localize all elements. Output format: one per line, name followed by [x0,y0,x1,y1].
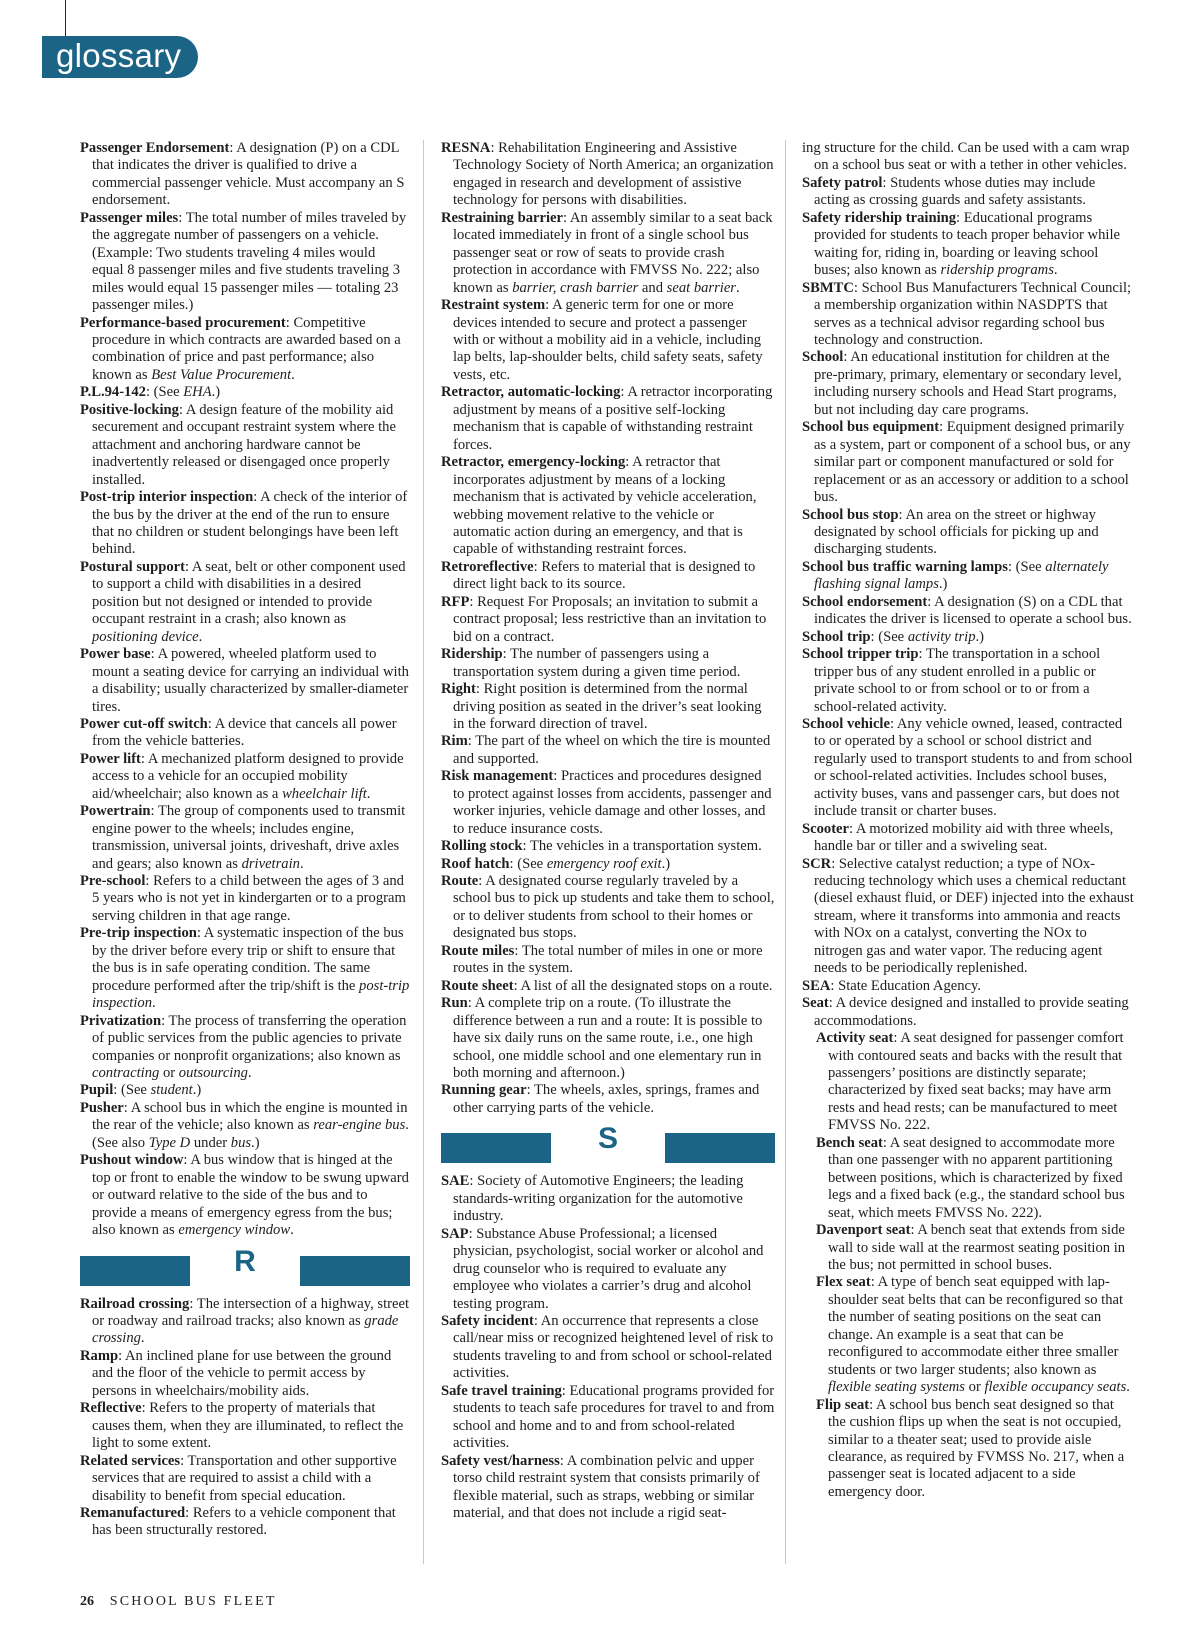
entry-term: Bench seat [816,1134,883,1151]
entry-definition: Refers to material that is designed to direct light back to its source. [453,558,756,593]
glossary-entry: Power cut-off switch: A device that cancels all power from the vehicle batteries. [80,715,397,750]
entry-definition: A bus window that is hinged at the top or front to enable the window to be swung upward or outward relative to the side of the bus and to provide a means of emergency egress from the bus; also known as emergency window. [92,1152,409,1239]
section-letter: S [597,1122,618,1156]
entry-term: Railroad crossing [80,1295,190,1312]
entry-term: Safety patrol [802,174,883,191]
entry-term: Route miles [441,942,515,959]
glossary-entry: Privatization: The process of transferring the operation of public services from the public agencies to private companies or nonprofit organizations; also known as contracting or outsourcing. [80,1012,407,1082]
glossary-entry: School vehicle: Any vehicle owned, leased, contracted to or operated by a school or school district and regularly used to transport students to and from school or school-related activities. Includes school buses, activity buses, vans and passenger cars, but does not include transit or charter buses. [802,715,1133,820]
entry-definition: State Education Agency. [838,977,982,994]
entry-term: Risk management [441,768,554,785]
glossary-entry: Run: A complete trip on a route. (To illustrate the difference between a run and a route: It is possible to have six daily runs on the same route, i.e., one high school, one middle school and one elementary run in both morning and afternoon.) [441,995,763,1082]
glossary-entry: Performance-based procurement: Competitive procedure in which contracts are awarded based on a combination of price and past performance; also known as Best Value Procurement. [80,314,401,383]
entry-definition: The group of components used to transmit engine power to the wheels; includes engine, transmission, universal joints, driveshaft, drive axles and gears; also known as drivetrain. [92,803,406,872]
glossary-section-tab [42,36,198,78]
glossary-entry: Davenport seat: A bench seat that extends from side wall to side wall at the rearmost seating position in the bus; not permitted in school buses. [816,1222,1126,1273]
entry-term: Route sheet [441,977,514,994]
section-letter-bar [80,1244,410,1286]
glossary-entry: Ridership: The number of passengers using a transportation system during a given time period. [441,646,741,680]
entry-definition: The intersection of a highway, street or roadway and railroad tracks; also known as grade crossing. [92,1295,410,1347]
glossary-entry: Bench seat: A seat designed to accommodate more than one passenger with no apparent partitioning between positions, which is characterized by fixed legs and a fixed back (e.g., the standard school bus seat, which meets FMVSS No. 222). [816,1134,1125,1221]
section-letter-bar [441,1122,775,1163]
glossary-entry: RESNA: Rehabilitation Engineering and Assistive Technology Society of North America; an organization engaged in research and development of assistive technology for persons with disabilities. [441,140,774,209]
entry-definition: An educational institution for children at the pre-primary, primary, elementary or secondary level, including nursery schools and Head Start programs, but not including day care programs. [814,349,1122,418]
entry-definition: A bench seat that extends from side wall to side wall at the rearmost seating position in the bus; not permitted in school buses. [828,1222,1126,1273]
entry-definition: A seat designed to accommodate more than one passenger with no apparent partitioning between positions, which is characterized by fixed legs and a fixed back (e.g., the standard school bus seat, which meets FMVSS No. 222). [828,1134,1125,1221]
glossary-entry: Pushout window: A bus window that is hinged at the top or front to enable the window to be swung upward or outward relative to the side of the bus and to provide a means of emergency egress from the bus; also known as emergency window. [80,1152,409,1239]
entry-definition: The vehicles in a transportation system. [529,838,762,855]
glossary-entry: Activity seat: A seat designed for passenger comfort with contoured seats and backs with the result that passengers’ positions are distinctly separate; characterized by fixed seat backs; may have arm rests and head rests; can be manufactured to meet FMVSS No. 222. [816,1030,1124,1134]
entry-term: Rolling stock [441,838,523,855]
entry-term: Run [441,995,468,1012]
entry-term: Privatization [80,1012,162,1029]
entry-term: Retroreflective [441,558,534,575]
entry-definition: A systematic inspection of the bus by the driver before every trip or shift to ensure that the bus is in safe operating condition. The same procedure performed after the trip/shift is the post-trip inspection. [92,925,410,1012]
entry-definition: A designated course regularly traveled by a school bus to pick up students and take them to school, or to deliver students from school to their homes or designated bus stops. [453,873,775,942]
entry-definition: A design feature of the mobility aid securement and occupant restraint system where the attachment and anchoring hardware cannot be inadvertently released or disengaged once properly installed. [92,401,396,488]
glossary-entry: RFP: Request For Proposals; an invitation to submit a contract proposal; less restrictive than an invitation to bid on a contract. [441,593,767,645]
glossary-entry: Route sheet: A list of all the designated stops on a route. [441,977,773,994]
glossary-entry: Postural support: A seat, belt or other component used to support a child with disabilities in a desired position but not designed or intended to provide occupant restraint in a crash; also known as positioning device. [80,558,406,645]
entry-term: Pushout window [80,1152,184,1169]
entry-definition: (See alternately flashing signal lamps.) [814,558,1109,593]
section-letter: R [234,1244,256,1278]
glossary-entry: Seat: A device designed and installed to provide seating accommodations. [802,995,1129,1029]
entry-term: SAP [441,1225,469,1242]
page-footer [80,1594,277,1610]
entry-term: Flex seat [816,1274,871,1291]
entry-definition: ing structure for the child. Can be used with a cam wrap on a school bus seat or with a tether in other vehicles. [802,140,1130,174]
entry-term: Pusher [80,1099,124,1116]
entry-definition: (See student.) [120,1082,202,1099]
entry-term: School [802,349,844,366]
entry-definition: A retractor incorporating adjustment by means of a positive self-locking mechanism that is capable of withstanding restraint forces. [453,384,773,453]
entry-term: Powertrain [80,803,151,820]
glossary-entry: Roof hatch: (See emergency roof exit.) [441,855,671,872]
glossary-entry: SEA: State Education Agency. [802,977,982,994]
glossary-entry: SAP: Substance Abuse Professional; a licensed physician, psychologist, social worker or alcohol and drug counselor who is required to evaluate any employee who violates a carrier’s drug and alcohol testing program. [441,1225,764,1312]
entry-term: Remanufactured [80,1504,186,1521]
entry-term: Positive-locking [80,401,179,418]
glossary-entry: Retractor, emergency-locking: A retractor that incorporates adjustment by means of a locking mechanism that is activated by vehicle acceleration, webbing movement relative to the vehicle or automatic action during an emergency, and that is capable of withstanding restraint forces. [441,454,757,558]
entry-definition: A generic term for one or more devices intended to secure and protect a passenger with or without a mobility aid in a vehicle, including lap belts, lap-shoulder belts, child safety seats, safety vests, etc. [453,297,763,383]
entry-term: Rim [441,733,468,750]
glossary-entry: Right: Right position is determined from the normal driving position as seated in the driver’s seat looking in the forward direction of travel. [441,681,762,732]
entry-term: SCR [802,855,832,872]
glossary-entry: Ramp: An inclined plane for use between the ground and the floor of the vehicle to permit access by persons in wheelchairs/mobility aids. [80,1347,392,1399]
entry-definition: Equipment designed primarily as a system, part or component of a school bus, or any similar part or component manufactured or sold for replacement or as an accessory or addition to a school bus. [814,419,1131,506]
entry-definition: An occurrence that represents a close call/near miss or recognized heightened level of risk to students traveling to and from school or school-related activities. [453,1313,774,1382]
entry-definition: Any vehicle owned, leased, contracted to or operated by a school or school district and regularly used to transport students to and from school or school-related activities. Includes school buses, activity buses, vans and passenger cars, but does not include transit or charter buses. [814,715,1133,820]
entry-term: Route [441,873,479,890]
entry-definition: Refers to a vehicle component that has been structurally restored. [92,1504,396,1539]
glossary-entry: Running gear: The wheels, axles, springs, frames and other carrying parts of the vehicle. [441,1082,760,1116]
entry-definition: Society of Automotive Engineers; the leading standards-writing organization for the automotive industry. [453,1173,744,1225]
entry-definition: A powered, wheeled platform used to mount a seating device for carrying an individual with a disability; usually characterized by smaller-diameter tires. [92,646,409,715]
glossary-entry: Safety vest/harness: A combination pelvic and upper torso child restraint system that consists primarily of flexible material, such as straps, webbing or similar material, and that does not include a rigid seat- [441,1452,760,1521]
entry-definition: An assembly similar to a seat back located immediately in front of a single school bus passenger seat or row of seats to provide crash protection in accordance with FMVSS No. 222; also known as barrier, crash barrier and seat barrier. [453,209,773,296]
entry-definition: Educational programs provided for students to teach safe procedures for travel to and from school and home and to and from school-related activities. [453,1382,775,1452]
entry-term: Pupil [80,1082,114,1099]
entry-term: Power cut-off switch [80,715,208,732]
glossary-entry: Power lift: A mechanized platform designed to provide access to a vehicle for an occupied mobility aid/wheelchair; also known as a wheelchair lift. [80,750,404,802]
entry-definition: A check of the interior of the bus by the driver at the end of the run to ensure that no children or student belongings have been left behind. [92,489,408,558]
entry-term: Passenger miles [80,209,179,226]
glossary-entry: School bus equipment: Equipment designed primarily as a system, part or component of a school bus, or any similar part or component manufactured or sold for replacement or as an accessory or addition to a school bus. [802,419,1131,506]
entry-definition: Substance Abuse Professional; a licensed physician, psychologist, social worker or alcohol and drug counselor who is required to evaluate any employee who violates a carrier’s drug and alcohol testing program. [453,1225,764,1312]
glossary-entry: School trip: (See activity trip.) [802,628,985,645]
entry-definition: Students whose duties may include acting as crossing guards and safety assistants. [814,174,1096,209]
entry-definition: (See emergency roof exit.) [517,855,671,872]
entry-term: Seat [802,995,829,1012]
glossary-entry: Safety patrol: Students whose duties may include acting as crossing guards and safety assistants. [802,174,1096,209]
entry-term: School bus stop [802,506,899,523]
column-divider [423,140,424,1564]
glossary-entry: Pusher: A school bus in which the engine is mounted in the rear of the vehicle; also known as rear-engine bus. (See also Type D under bus.) [80,1099,409,1151]
entry-term: School bus equipment [802,419,940,436]
glossary-entry: P.L.94-142: (See EHA.) [80,384,221,401]
entry-term: Related services [80,1452,181,1469]
glossary-entry: Pre-trip inspection: A systematic inspection of the bus by the driver before every trip or shift to ensure that the bus is in safe operating condition. The same procedure performed after the trip/shift is the post-trip inspection. [80,925,410,1012]
glossary-entry: Scooter: A motorized mobility aid with three wheels, handle bar or tiller and a swiveling seat. [802,820,1114,855]
entry-definition: A mechanized platform designed to provide access to a vehicle for an occupied mobility aid/wheelchair; also known as a wheelchair lift. [92,750,404,802]
entry-term: Restraint system [441,297,546,314]
glossary-entry: Powertrain: The group of components used to transmit engine power to the wheels; includes engine, transmission, universal joints, driveshaft, drive axles and gears; also known as drivetrain. [80,803,406,872]
entry-definition: An inclined plane for use between the ground and the floor of the vehicle to permit access by persons in wheelchairs/mobility aids. [92,1347,392,1399]
entry-definition: The part of the wheel on which the tire is mounted and supported. [453,733,771,767]
magazine-name: SCHOOL BUS FLEET [109,1594,277,1609]
entry-term: Davenport seat [816,1222,911,1239]
glossary-entry: Passenger miles: The total number of miles traveled by the aggregate number of passengers on a vehicle. (Example: Two students traveling 4 miles would equal 8 passenger miles and five students traveling 3 miles would equal 15 passenger miles — totaling 23 passenger miles.) [80,209,407,314]
entry-term: Pre-trip inspection [80,925,197,942]
entry-term: Flip seat [816,1396,870,1413]
entry-term: School endorsement [802,593,928,610]
glossary-entry: SCR: Selective catalyst reduction; a type of NOx-reducing technology which uses a chemical reductant (diesel exhaust fluid, or DEF) injected into the exhaust stream, where it transforms into ammonia and reacts with NOx on a catalyst, converting the NOx to nitrogen gas and water vapor. The reducing agent needs to be periodically replenished. [802,855,1134,977]
glossary-entry: Passenger Endorsement: A designation (P) on a CDL that indicates the driver is qualified to drive a commercial passenger vehicle. Must accompany an S endorsement. [80,140,405,209]
glossary-entry: Retroreflective: Refers to material that is designed to direct light back to its source. [441,558,756,593]
glossary-entry: SBMTC: School Bus Manufacturers Technical Council; a membership organization within NASDPTS that serves as a technical advisor regarding school bus technology and construction. [802,279,1132,348]
entry-definition: A school bus in which the engine is mounted in the rear of the vehicle; also known as rear-engine bus. (See also Type D under bus.) [92,1099,409,1151]
entry-term: SAE [441,1173,470,1190]
entry-definition: A device that cancels all power from the vehicle batteries. [92,715,397,750]
glossary-entry: School tripper trip: The transportation in a school tripper bus of any student enrolled in a public or private school to or from school or to or from a school-related activity. [802,646,1101,715]
glossary-entry: Safety ridership training: Educational programs provided for students to teach proper behavior while waiting for, riding in, boarding or leaving school buses; also known as ridership programs. [802,209,1120,279]
entry-term: Ridership [441,646,503,663]
entry-definition: A motorized mobility aid with three wheels, handle bar or tiller and a swiveling seat. [814,820,1114,855]
entry-definition: Practices and procedures designed to protect against losses from accidents, passenger and worker injuries, vehicle damage and other losses, and to reduce insurance costs. [453,768,772,837]
glossary-entry: Railroad crossing: The intersection of a highway, street or roadway and railroad tracks; also known as grade crossing. [80,1295,410,1347]
entry-definition: School Bus Manufacturers Technical Council; a membership organization within NASDPTS that serves as a technical advisor regarding school bus technology and construction. [814,279,1132,348]
glossary-column-2 [441,140,775,1522]
entry-definition: Competitive procedure in which contracts are awarded based on a combination of price and past performance; also known as Best Value Procurement. [92,314,401,383]
entry-term: Safe travel training [441,1382,562,1399]
entry-definition: A type of bench seat equipped with lap-shoulder seat belts that can be reconfigured so that the number of seating positions on the seat can change. An example is a seat that can be reconfigured to accommodate either three smaller students or two larger students; also known as flexible seating systems or flexible occupancy seats. [828,1274,1130,1396]
glossary-entry: Pre-school: Refers to a child between the ages of 3 and 5 years who is not yet in kindergarten or to a program serving children in that age range. [80,873,406,924]
entry-definition: Selective catalyst reduction; a type of NOx-reducing technology which uses a chemical reductant (diesel exhaust fluid, or DEF) injected into the exhaust stream, where it transforms into ammonia and reacts with NOx on a catalyst, converting the NOx to nitrogen gas and water vapor. The reducing agent needs to be periodically replenished. [814,855,1134,977]
glossary-entry: Power base: A powered, wheeled platform used to mount a seating device for carrying an individual with a disability; usually characterized by smaller-diameter tires. [80,646,409,715]
glossary-entry: Flip seat: A school bus bench seat designed so that the cushion flips up when the seat is not occupied, similar to a theater seat; used to provide aisle clearance, as required by FVMSS No. 217, when a passenger seat is located adjacent to a side emergency door. [816,1396,1125,1500]
glossary-entry [802,140,1134,175]
entry-definition: An area on the street or highway designated by school officials for picking up and discharging students. [814,506,1099,558]
glossary-column-3 [802,140,1134,1501]
entry-term: School bus traffic warning lamps [802,558,1008,575]
glossary-entry: Positive-locking: A design feature of the mobility aid securement and occupant restraint system where the attachment and anchoring hardware cannot be inadvertently released or disengaged once properly installed. [80,401,396,488]
glossary-entry: Route: A designated course regularly traveled by a school bus to pick up students and take them to school, or to deliver students from school to their homes or designated bus stops. [441,873,775,942]
entry-definition: The transportation in a school tripper bus of any student enrolled in a public or private school to or from school or to or from a school-related activity. [814,646,1101,715]
entry-term: Roof hatch [441,855,510,872]
entry-definition: Right position is determined from the normal driving position as seated in the driver’s seat looking in the forward direction of travel. [453,681,762,732]
entry-definition: The number of passengers using a transportation system during a given time period. [453,646,741,680]
entry-term: Restraining barrier [441,209,563,226]
entry-term: RESNA [441,140,491,156]
entry-definition: A designation (S) on a CDL that indicates the driver is licensed to operate a school bus. [814,593,1132,628]
glossary-column-1 [80,140,410,1540]
entry-definition: A school bus bench seat designed so that the cushion flips up when the seat is not occupied, similar to a theater seat; used to provide aisle clearance, as required by FVMSS No. 217, when a passenger seat is located adjacent to a side emergency door. [828,1396,1125,1500]
glossary-entry: Rim: The part of the wheel on which the tire is mounted and supported. [441,733,771,767]
entry-definition: A complete trip on a route. (To illustrate the difference between a run and a route: It is possible to have six daily runs on the same route, i.e., one high school, one middle school and one elementary run in both morning and afternoon.) [453,995,763,1082]
entry-term: School vehicle [802,715,890,732]
entry-term: SEA [802,977,831,994]
glossary-entry: Safe travel training: Educational programs provided for students to teach safe procedures for travel to and from school and home and to and from school-related activities. [441,1382,775,1452]
entry-term: School trip [802,628,871,645]
entry-term: Power lift [80,750,141,767]
glossary-entry: Restraining barrier: An assembly similar to a seat back located immediately in front of a single school bus passenger seat or row of seats to provide crash protection in accordance with FMVSS No. 222; also known as barrier, crash barrier and seat barrier. [441,209,773,296]
entry-term: RFP [441,593,470,610]
entry-term: Safety incident [441,1313,534,1329]
entry-definition: (See EHA.) [153,384,221,401]
entry-definition: A retractor that incorporates adjustment by means of a locking mechanism that is activated by vehicle acceleration, webbing movement relative to the vehicle or automatic action during an emergency, and that is capable of withstanding restraint forces. [453,454,757,558]
entry-term: School tripper trip [802,646,919,663]
page-number: 26 [80,1594,94,1609]
entry-term: Reflective [80,1400,142,1417]
glossary-entry: Remanufactured: Refers to a vehicle component that has been structurally restored. [80,1504,396,1539]
glossary-entry: School bus stop: An area on the street or highway designated by school officials for picking up and discharging students. [802,506,1099,558]
entry-definition: Educational programs provided for students to teach proper behavior while waiting for, riding in, boarding or leaving school buses; also known as ridership programs. [814,209,1120,279]
entry-term: SBMTC [802,279,854,296]
entry-definition: A list of all the designated stops on a route. [520,977,773,994]
entry-definition: Refers to the property of materials that causes them, when they are illuminated, to reflect the light to some extent. [92,1400,404,1452]
entry-term: Power base [80,646,151,663]
entry-term: Safety vest/harness [441,1452,560,1469]
entry-term: Retractor, automatic-locking [441,384,621,401]
glossary-entry: School bus traffic warning lamps: (See alternately flashing signal lamps.) [802,558,1109,593]
glossary-entry: Reflective: Refers to the property of materials that causes them, when they are illuminated, to reflect the light to some extent. [80,1400,404,1452]
entry-definition: The wheels, axles, springs, frames and other carrying parts of the vehicle. [453,1082,760,1116]
entry-term: Retractor, emergency-locking [441,454,626,471]
glossary-entry: Post-trip interior inspection: A check of the interior of the bus by the driver at the end of the run to ensure that no children or student belongings have been left behind. [80,489,408,558]
entry-definition: Request For Proposals; an invitation to submit a contract proposal; less restrictive than an invitation to bid on a contract. [453,593,767,645]
entry-definition: A seat, belt or other component used to support a child with disabilities in a desired position but not designed or intended to provide occupant restraint in a crash; also known as positioning device. [92,558,406,645]
entry-term: Right [441,681,476,698]
entry-definition: A combination pelvic and upper torso child restraint system that consists primarily of flexible material, such as straps, webbing or similar material, and that does not include a rigid seat- [453,1452,760,1521]
glossary-entry: Risk management: Practices and procedures designed to protect against losses from accidents, passenger and worker injuries, vehicle damage and other losses, and to reduce insurance costs. [441,768,772,837]
glossary-entry: Safety incident: An occurrence that represents a close call/near miss or recognized heightened level of risk to students traveling to and from school or school-related activities. [441,1313,774,1382]
glossary-entry: Pupil: (See student.) [80,1082,202,1099]
entry-term: Scooter [802,820,850,837]
entry-definition: A device designed and installed to provide seating accommodations. [814,995,1129,1029]
glossary-entry: Related services: Transportation and other supportive services that are required to assist a child with a disability to benefit from special education. [80,1452,397,1504]
entry-definition: (See activity trip.) [878,628,985,645]
entry-definition: A seat designed for passenger comfort with contoured seats and backs with the result that passengers’ positions are distinctly separate; characterized by fixed seat backs; may have arm rests and head rests; can be manufactured to meet FMVSS No. 222. [828,1030,1124,1134]
entry-term: Post-trip interior inspection [80,489,254,506]
entry-definition: The total number of miles traveled by the aggregate number of passengers on a vehicle. (Example: Two students traveling 4 miles would equal 8 passenger miles and five students traveling 3 miles would equal 15 passenger miles — totaling 23 passenger miles.) [92,209,407,314]
entry-term: Pre-school [80,873,146,890]
entry-term: Postural support [80,558,186,575]
glossary-entry: School endorsement: A designation (S) on a CDL that indicates the driver is licensed to operate a school bus. [802,593,1132,628]
entry-definition: The process of transferring the operation of public services from the public agencies to private companies or nonprofit organizations; also known as contracting or outsourcing. [92,1012,407,1082]
entry-term: P.L.94-142 [80,384,146,401]
entry-term: Activity seat [816,1030,894,1047]
entry-definition: Refers to a child between the ages of 3 and 5 years who is not yet in kindergarten or to a program serving children in that age range. [92,873,406,924]
column-divider [785,140,786,1564]
entry-definition: Transportation and other supportive services that are required to assist a child with a disability to benefit from special education. [92,1452,397,1504]
entry-term: Running gear [441,1082,527,1099]
entry-term: Safety ridership training [802,209,957,226]
section-tab-label: glossary [56,37,182,74]
glossary-entry: Restraint system: A generic term for one or more devices intended to secure and protect a passenger with or without a mobility aid in a vehicle, including lap belts, lap-shoulder belts, child safety seats, safety vests, etc. [441,297,763,383]
glossary-entry: Route miles: The total number of miles in one or more routes in the system. [441,942,763,977]
glossary-entry: Retractor, automatic-locking: A retractor incorporating adjustment by means of a positive self-locking mechanism that is capable of withstanding restraint forces. [441,384,773,453]
glossary-entry: Rolling stock: The vehicles in a transportation system. [441,838,762,855]
entry-definition: A designation (P) on a CDL that indicates the driver is qualified to drive a commercial passenger vehicle. Must accompany an S endorsement. [92,140,405,209]
entry-term: Passenger Endorsement [80,140,230,156]
entry-definition: The total number of miles in one or more routes in the system. [453,942,763,977]
glossary-entry: SAE: Society of Automotive Engineers; the leading standards-writing organization for the automotive industry. [441,1173,744,1225]
entry-term: Performance-based procurement [80,314,286,331]
entry-term: Ramp [80,1347,119,1364]
glossary-entry: Flex seat: A type of bench seat equipped with lap-shoulder seat belts that can be reconfigured so that the number of seating positions on the seat can change. An example is a seat that can be reconfigured to accommodate either three smaller students or two larger students; also known as flexible seating systems or flexible occupancy seats. [816,1274,1130,1396]
entry-definition: Rehabilitation Engineering and Assistive Technology Society of North America; an organization engaged in research and development of assistive technology for persons with disabilities. [453,140,774,209]
glossary-entry: School: An educational institution for children at the pre-primary, primary, elementary or secondary level, including nursery schools and Head Start programs, but not including day care programs. [802,349,1122,418]
